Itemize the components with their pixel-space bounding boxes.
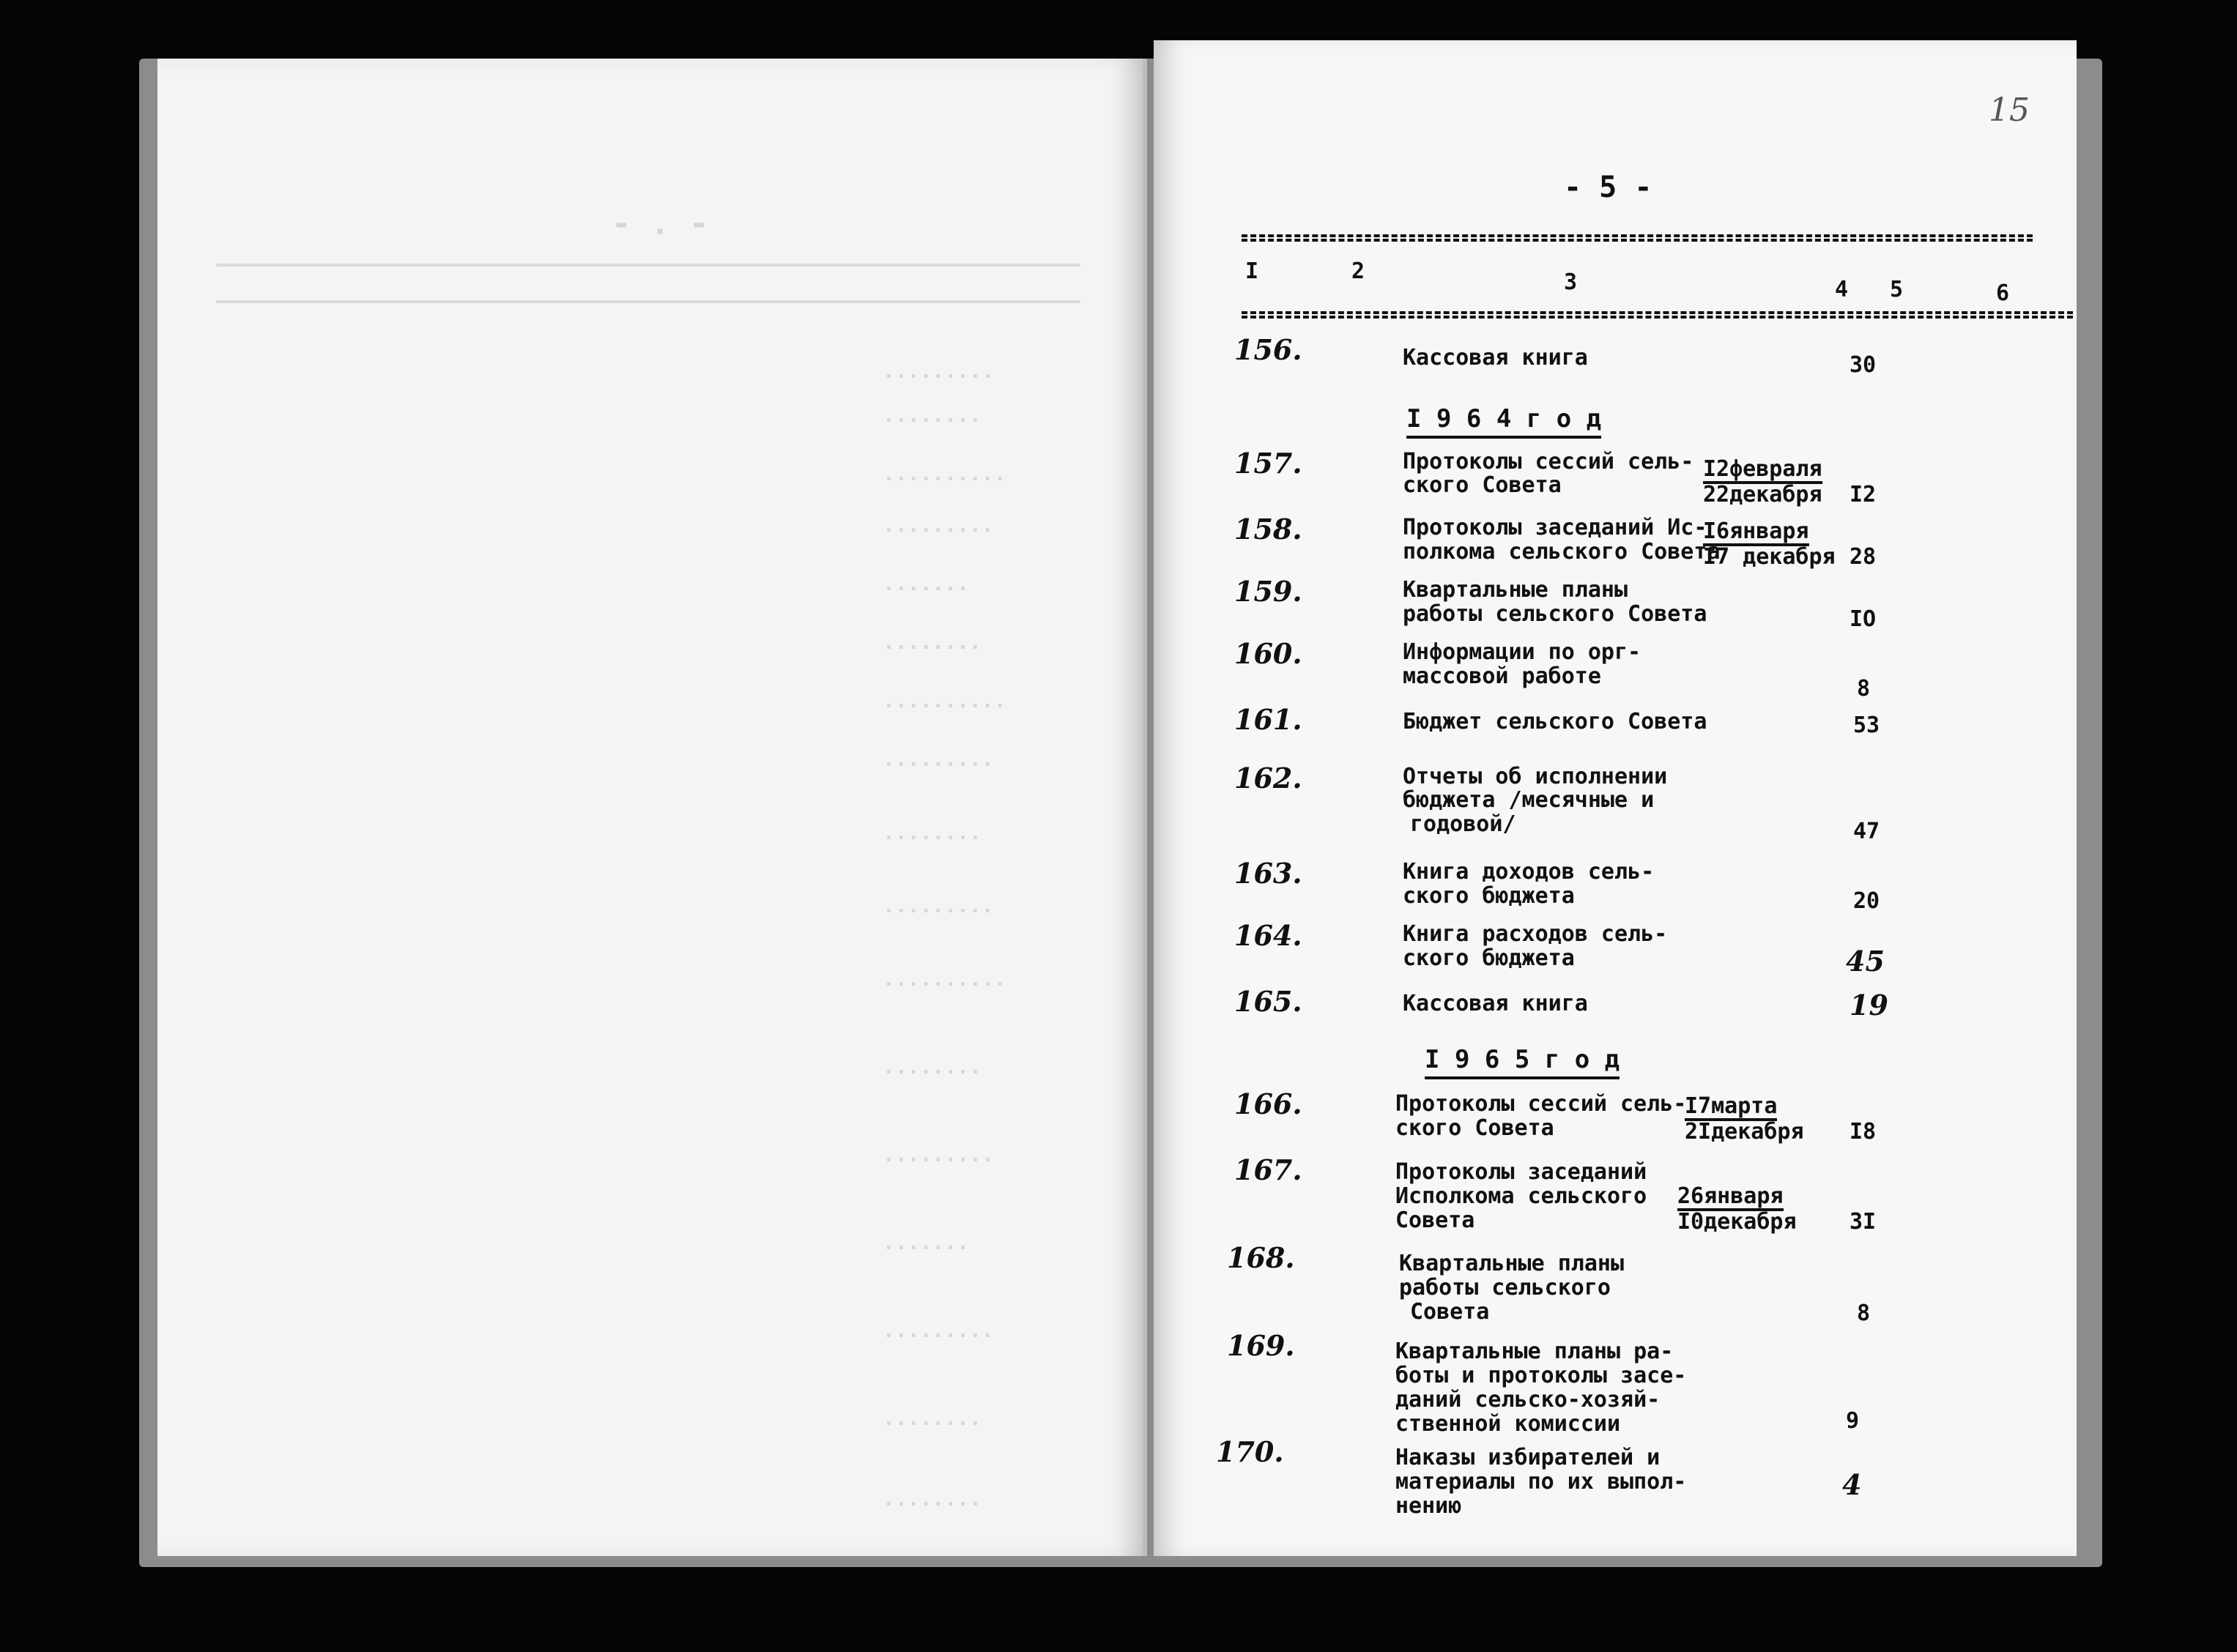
header-rule-top <box>1242 234 2033 242</box>
entry-number: 162. <box>1234 762 1302 795</box>
entry-title: Бюджет сельского Совета <box>1403 709 1707 734</box>
entry-number: 164. <box>1234 919 1302 952</box>
entry-number: 157. <box>1234 447 1302 480</box>
entry-title: ского Совета <box>1395 1115 1554 1141</box>
entry-title: полкома сельского Совета <box>1403 539 1721 565</box>
entry-date-start: 26января <box>1677 1185 1784 1211</box>
entry-count: 8 <box>1857 676 1871 702</box>
entry-number: 169. <box>1227 1329 1295 1362</box>
year-heading-1965: I 9 6 5 г о д <box>1425 1047 1620 1079</box>
entry-count: 47 <box>1853 819 1880 844</box>
entry-title: работы сельского <box>1399 1275 1611 1301</box>
entry-title: нению <box>1395 1493 1462 1519</box>
entry-count: 8 <box>1857 1301 1871 1326</box>
entry-title: ского Совета <box>1403 472 1562 498</box>
entry-title: Кассовая книга <box>1403 345 1588 371</box>
year-heading-1964: I 9 6 4 г о д <box>1406 406 1601 439</box>
left-page: - . - ......... ........ .......... ......... ....... ........ .......... ......... ........ ......... .......... ........ ......... ....... ......... ........ ........ <box>157 59 1147 1556</box>
page-number: - 5 - <box>1564 171 1652 204</box>
entry-number: 170. <box>1216 1435 1284 1468</box>
entry-date-start: I2февраля <box>1703 458 1822 484</box>
entry-number: 167. <box>1234 1153 1302 1186</box>
entry-count: 4 <box>1842 1468 1862 1501</box>
entry-title: ственной комиссии <box>1395 1411 1621 1437</box>
entry-title: даний сельско-хозяй- <box>1395 1387 1661 1413</box>
entry-count: 3I <box>1850 1209 1877 1235</box>
entry-number: 159. <box>1234 575 1302 608</box>
pencil-folio: 15 <box>1989 92 2030 129</box>
entry-title: материалы по их выпол- <box>1395 1469 1687 1495</box>
col-header-2: 2 <box>1351 258 1365 284</box>
entry-count: IO <box>1850 606 1877 632</box>
col-header-4: 4 <box>1835 277 1849 302</box>
entry-count: 30 <box>1850 352 1877 378</box>
entry-title: Отчеты об исполнении <box>1403 764 1668 789</box>
entry-date-start: I6января <box>1703 520 1809 546</box>
entry-date-end: I7 декабря <box>1703 544 1836 570</box>
entry-number: 165. <box>1234 985 1302 1018</box>
entry-title: Совета <box>1410 1299 1490 1325</box>
entry-count: 45 <box>1846 945 1885 978</box>
entry-title: Информации по орг- <box>1403 639 1641 665</box>
entry-title: Совета <box>1395 1208 1475 1233</box>
entry-count: 20 <box>1853 888 1880 914</box>
entry-count: I2 <box>1850 482 1877 507</box>
entry-title: Книга расходов сель- <box>1403 921 1668 947</box>
entry-title: Квартальные планы <box>1399 1251 1625 1276</box>
entry-date-end: 22декабря <box>1703 482 1822 507</box>
right-page <box>1154 40 2077 1556</box>
entry-number: 168. <box>1227 1241 1295 1274</box>
entry-title: Протоколы заседаний <box>1395 1159 1647 1185</box>
col-header-1: I <box>1245 258 1259 284</box>
entry-count: I8 <box>1850 1119 1877 1145</box>
entry-title: бюджета /месячные и <box>1403 787 1655 813</box>
entry-count: 19 <box>1850 989 1888 1022</box>
entry-title: боты и протоколы засе- <box>1395 1363 1687 1388</box>
entry-date-start: I7марта <box>1685 1095 1777 1121</box>
col-header-5: 5 <box>1890 277 1904 302</box>
entry-title: Протоколы сессий сель- <box>1395 1091 1687 1117</box>
entry-title: годовой/ <box>1410 811 1516 837</box>
entry-number: 166. <box>1234 1087 1302 1120</box>
entry-title: Наказы избирателей и <box>1395 1445 1661 1470</box>
entry-title: Квартальные планы <box>1403 577 1628 603</box>
entry-title: Квартальные планы ра- <box>1395 1339 1674 1364</box>
entry-number: 156. <box>1234 333 1302 366</box>
header-rule-bottom <box>1242 311 2073 319</box>
entry-title: массовой работе <box>1403 663 1601 689</box>
col-header-6: 6 <box>1996 280 2010 306</box>
entry-count: 9 <box>1846 1408 1860 1434</box>
entry-title: Кассовая книга <box>1403 991 1588 1016</box>
entry-title: Исполкома сельского <box>1395 1183 1647 1209</box>
entry-title: работы сельского Совета <box>1403 601 1707 627</box>
col-header-3: 3 <box>1564 269 1578 295</box>
entry-date-end: I0декабря <box>1677 1209 1797 1235</box>
entry-title: Книга доходов сель- <box>1403 859 1655 885</box>
entry-count: 53 <box>1853 712 1880 738</box>
entry-title: ского бюджета <box>1403 883 1575 909</box>
entry-title: Протоколы заседаний Ис- <box>1403 515 1707 540</box>
entry-count: 28 <box>1850 544 1877 570</box>
entry-title: ского бюджета <box>1403 945 1575 971</box>
entry-number: 161. <box>1234 703 1302 736</box>
entry-number: 158. <box>1234 513 1302 546</box>
entry-number: 160. <box>1234 637 1302 670</box>
entry-number: 163. <box>1234 857 1302 890</box>
entry-title: Протоколы сессий сель- <box>1403 449 1694 475</box>
entry-date-end: 2Iдекабря <box>1685 1119 1804 1145</box>
